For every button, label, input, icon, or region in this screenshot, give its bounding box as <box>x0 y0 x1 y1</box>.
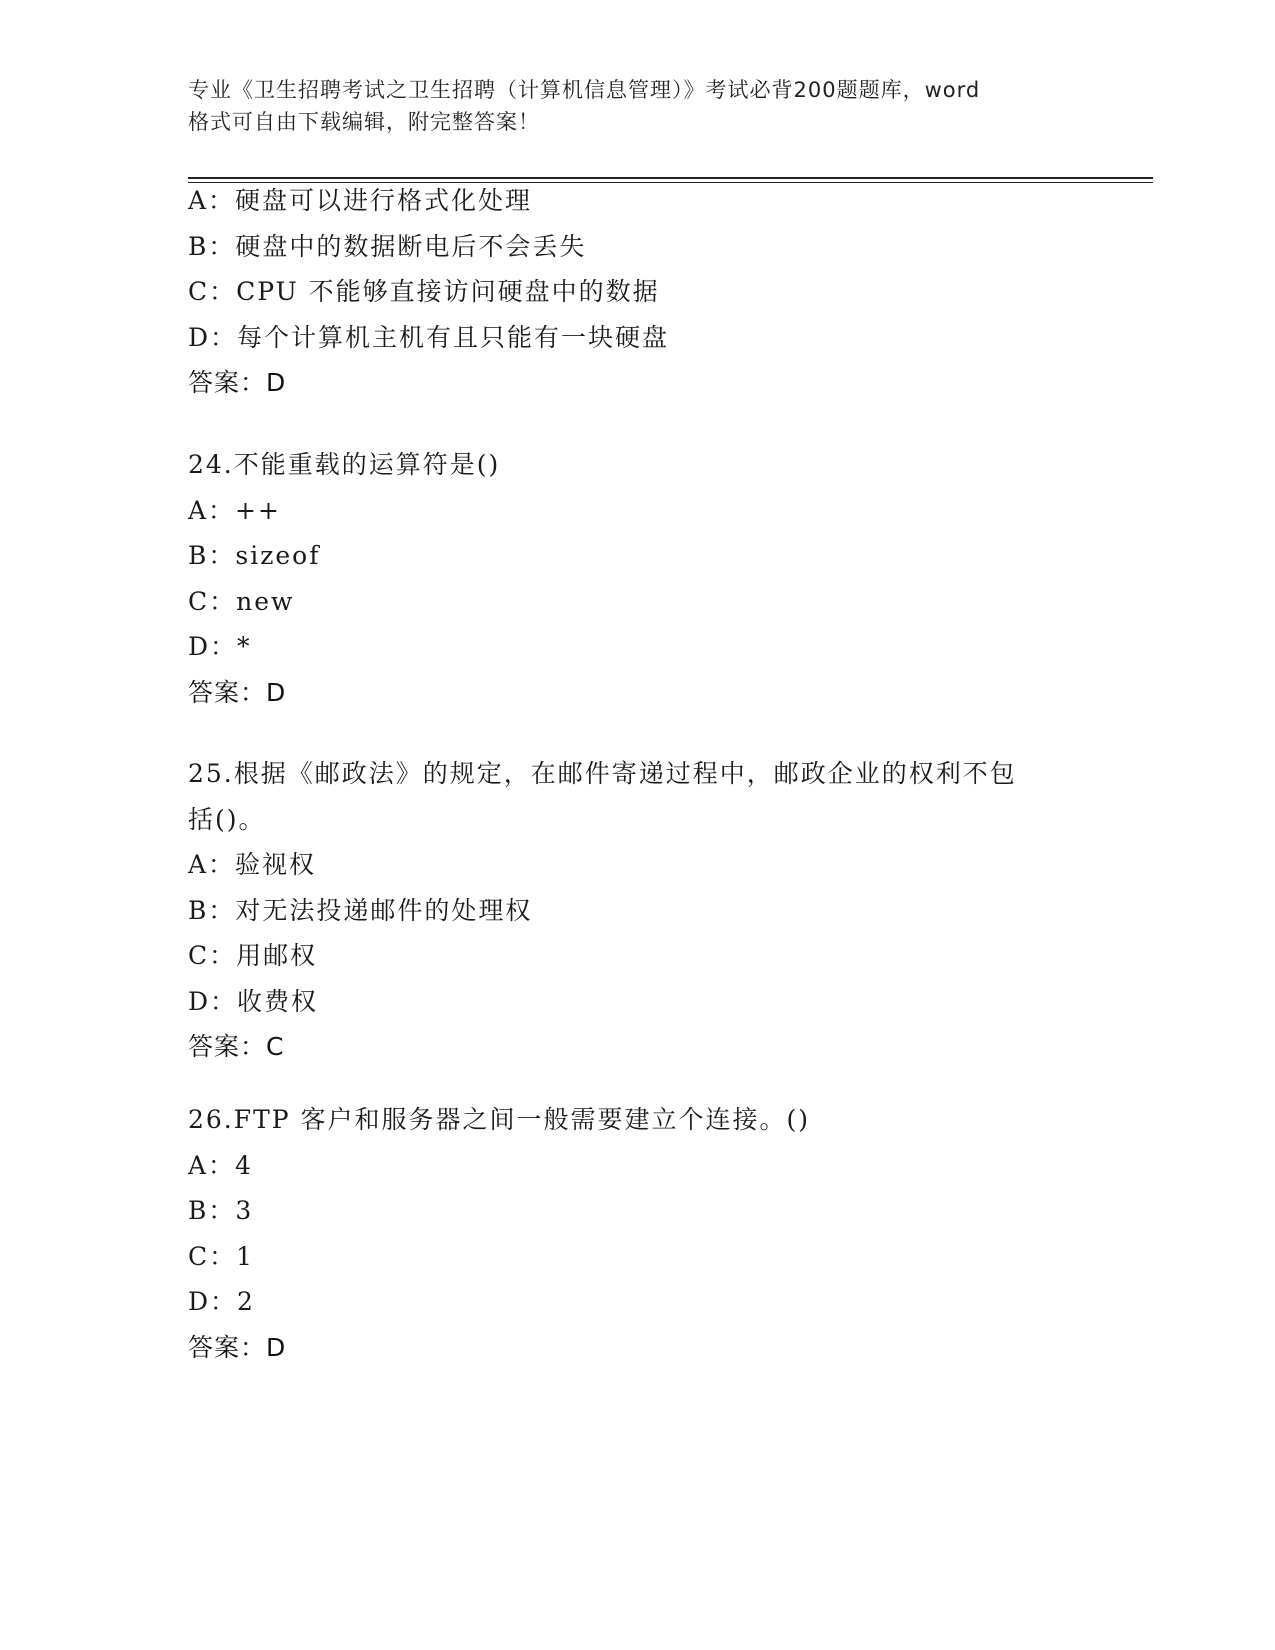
answer-label: 答案：C <box>188 1032 285 1061</box>
question-24 <box>188 442 1088 715</box>
question-25 <box>188 751 1088 1070</box>
header-line-2: 格式可自由下载编辑，附完整答案！ <box>188 110 540 134</box>
option-a: A：4 <box>188 1150 253 1180</box>
option-d: D：2 <box>188 1287 255 1316</box>
option-b: B：硬盘中的数据断电后不会丢失 <box>188 231 587 261</box>
option-c: C：1 <box>188 1241 255 1271</box>
option-b: B：3 <box>188 1196 254 1225</box>
question-23-continued <box>188 178 1088 406</box>
document-header <box>188 74 1088 138</box>
header-line-1: 专业《卫生招聘考试之卫生招聘（计算机信息管理）》考试必背200题题库，word <box>188 78 981 102</box>
option-c: C：new <box>188 586 295 616</box>
option-c: C：用邮权 <box>188 941 318 970</box>
question-stem-line-2: 括()。 <box>188 804 266 834</box>
question-stem: 26.FTP 客户和服务器之间一般需要建立个连接。() <box>188 1105 811 1134</box>
option-a: A：验视权 <box>188 850 317 879</box>
option-d: D：* <box>188 632 252 661</box>
option-b: B：sizeof <box>188 541 321 570</box>
option-a: A：++ <box>188 495 281 525</box>
option-d: D：收费权 <box>188 986 319 1016</box>
option-a: A：硬盘可以进行格式化处理 <box>188 186 533 215</box>
answer-label: 答案：D <box>188 368 287 397</box>
question-stem: 24.不能重载的运算符是() <box>188 450 501 479</box>
option-b: B：对无法投递邮件的处理权 <box>188 895 533 925</box>
option-d: D：每个计算机主机有且只能有一块硬盘 <box>188 322 670 352</box>
answer-label: 答案：D <box>188 1332 287 1362</box>
answer-label: 答案：D <box>188 677 287 707</box>
question-26 <box>188 1097 1088 1370</box>
question-stem-line-1: 25.根据《邮政法》的规定，在邮件寄递过程中，邮政企业的权利不包 <box>188 759 1017 788</box>
option-c: C：CPU 不能够直接访问硬盘中的数据 <box>188 277 660 306</box>
